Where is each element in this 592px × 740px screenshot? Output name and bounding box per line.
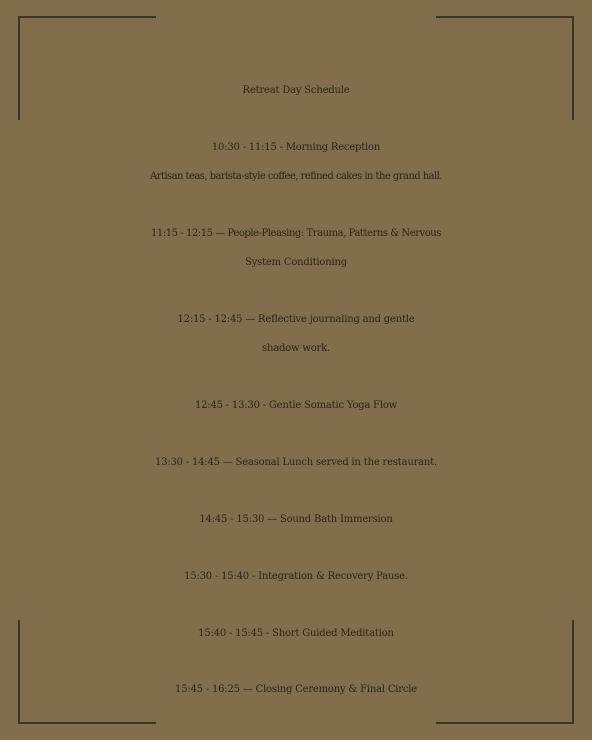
schedule-item-description: Artisan teas, barista-style coffee, refined cakes in the grand hall. xyxy=(150,171,442,182)
schedule-item-time-title: 13:30 - 14:45 — Seasonal Lunch served in the restaurant. xyxy=(155,457,437,468)
schedule-item-time-title: 15:45 - 16:25 — Closing Ceremony & Final Circle xyxy=(175,684,417,695)
schedule-item-title-continued: shadow work. xyxy=(262,343,330,354)
frame-corner-bottom-left-horizontal xyxy=(18,722,156,724)
schedule-item-time-title: 10:30 - 11:15 - Morning Reception xyxy=(211,142,381,153)
schedule-item-time-title: 12:45 - 13:30 - Gentle Somatic Yoga Flow xyxy=(194,400,398,411)
frame-corner-top-right-vertical xyxy=(572,16,574,120)
schedule-title: Retreat Day Schedule xyxy=(242,85,350,96)
frame-corner-top-left-horizontal xyxy=(18,16,156,18)
schedule-item-time-title: 15:30 - 15:40 - Integration & Recovery Pause. xyxy=(184,571,408,582)
schedule-item-time-title: 11:15 - 12:15 — People-Pleasing: Trauma, Patterns & Nervous xyxy=(151,228,441,239)
schedule-item-time-title: 15:40 - 15:45 - Short Guided Meditation xyxy=(198,628,394,639)
frame-corner-top-left-vertical xyxy=(18,16,20,120)
frame-corner-bottom-right-horizontal xyxy=(436,722,574,724)
schedule-item-time-title: 14:45 - 15:30 — Sound Bath Immersion xyxy=(199,514,393,525)
schedule-item-title-continued: System Conditioning xyxy=(245,257,347,268)
schedule-item-time-title: 12:15 - 12:45 — Reflective journaling and gentle xyxy=(177,314,415,325)
frame-corner-top-right-horizontal xyxy=(436,16,574,18)
